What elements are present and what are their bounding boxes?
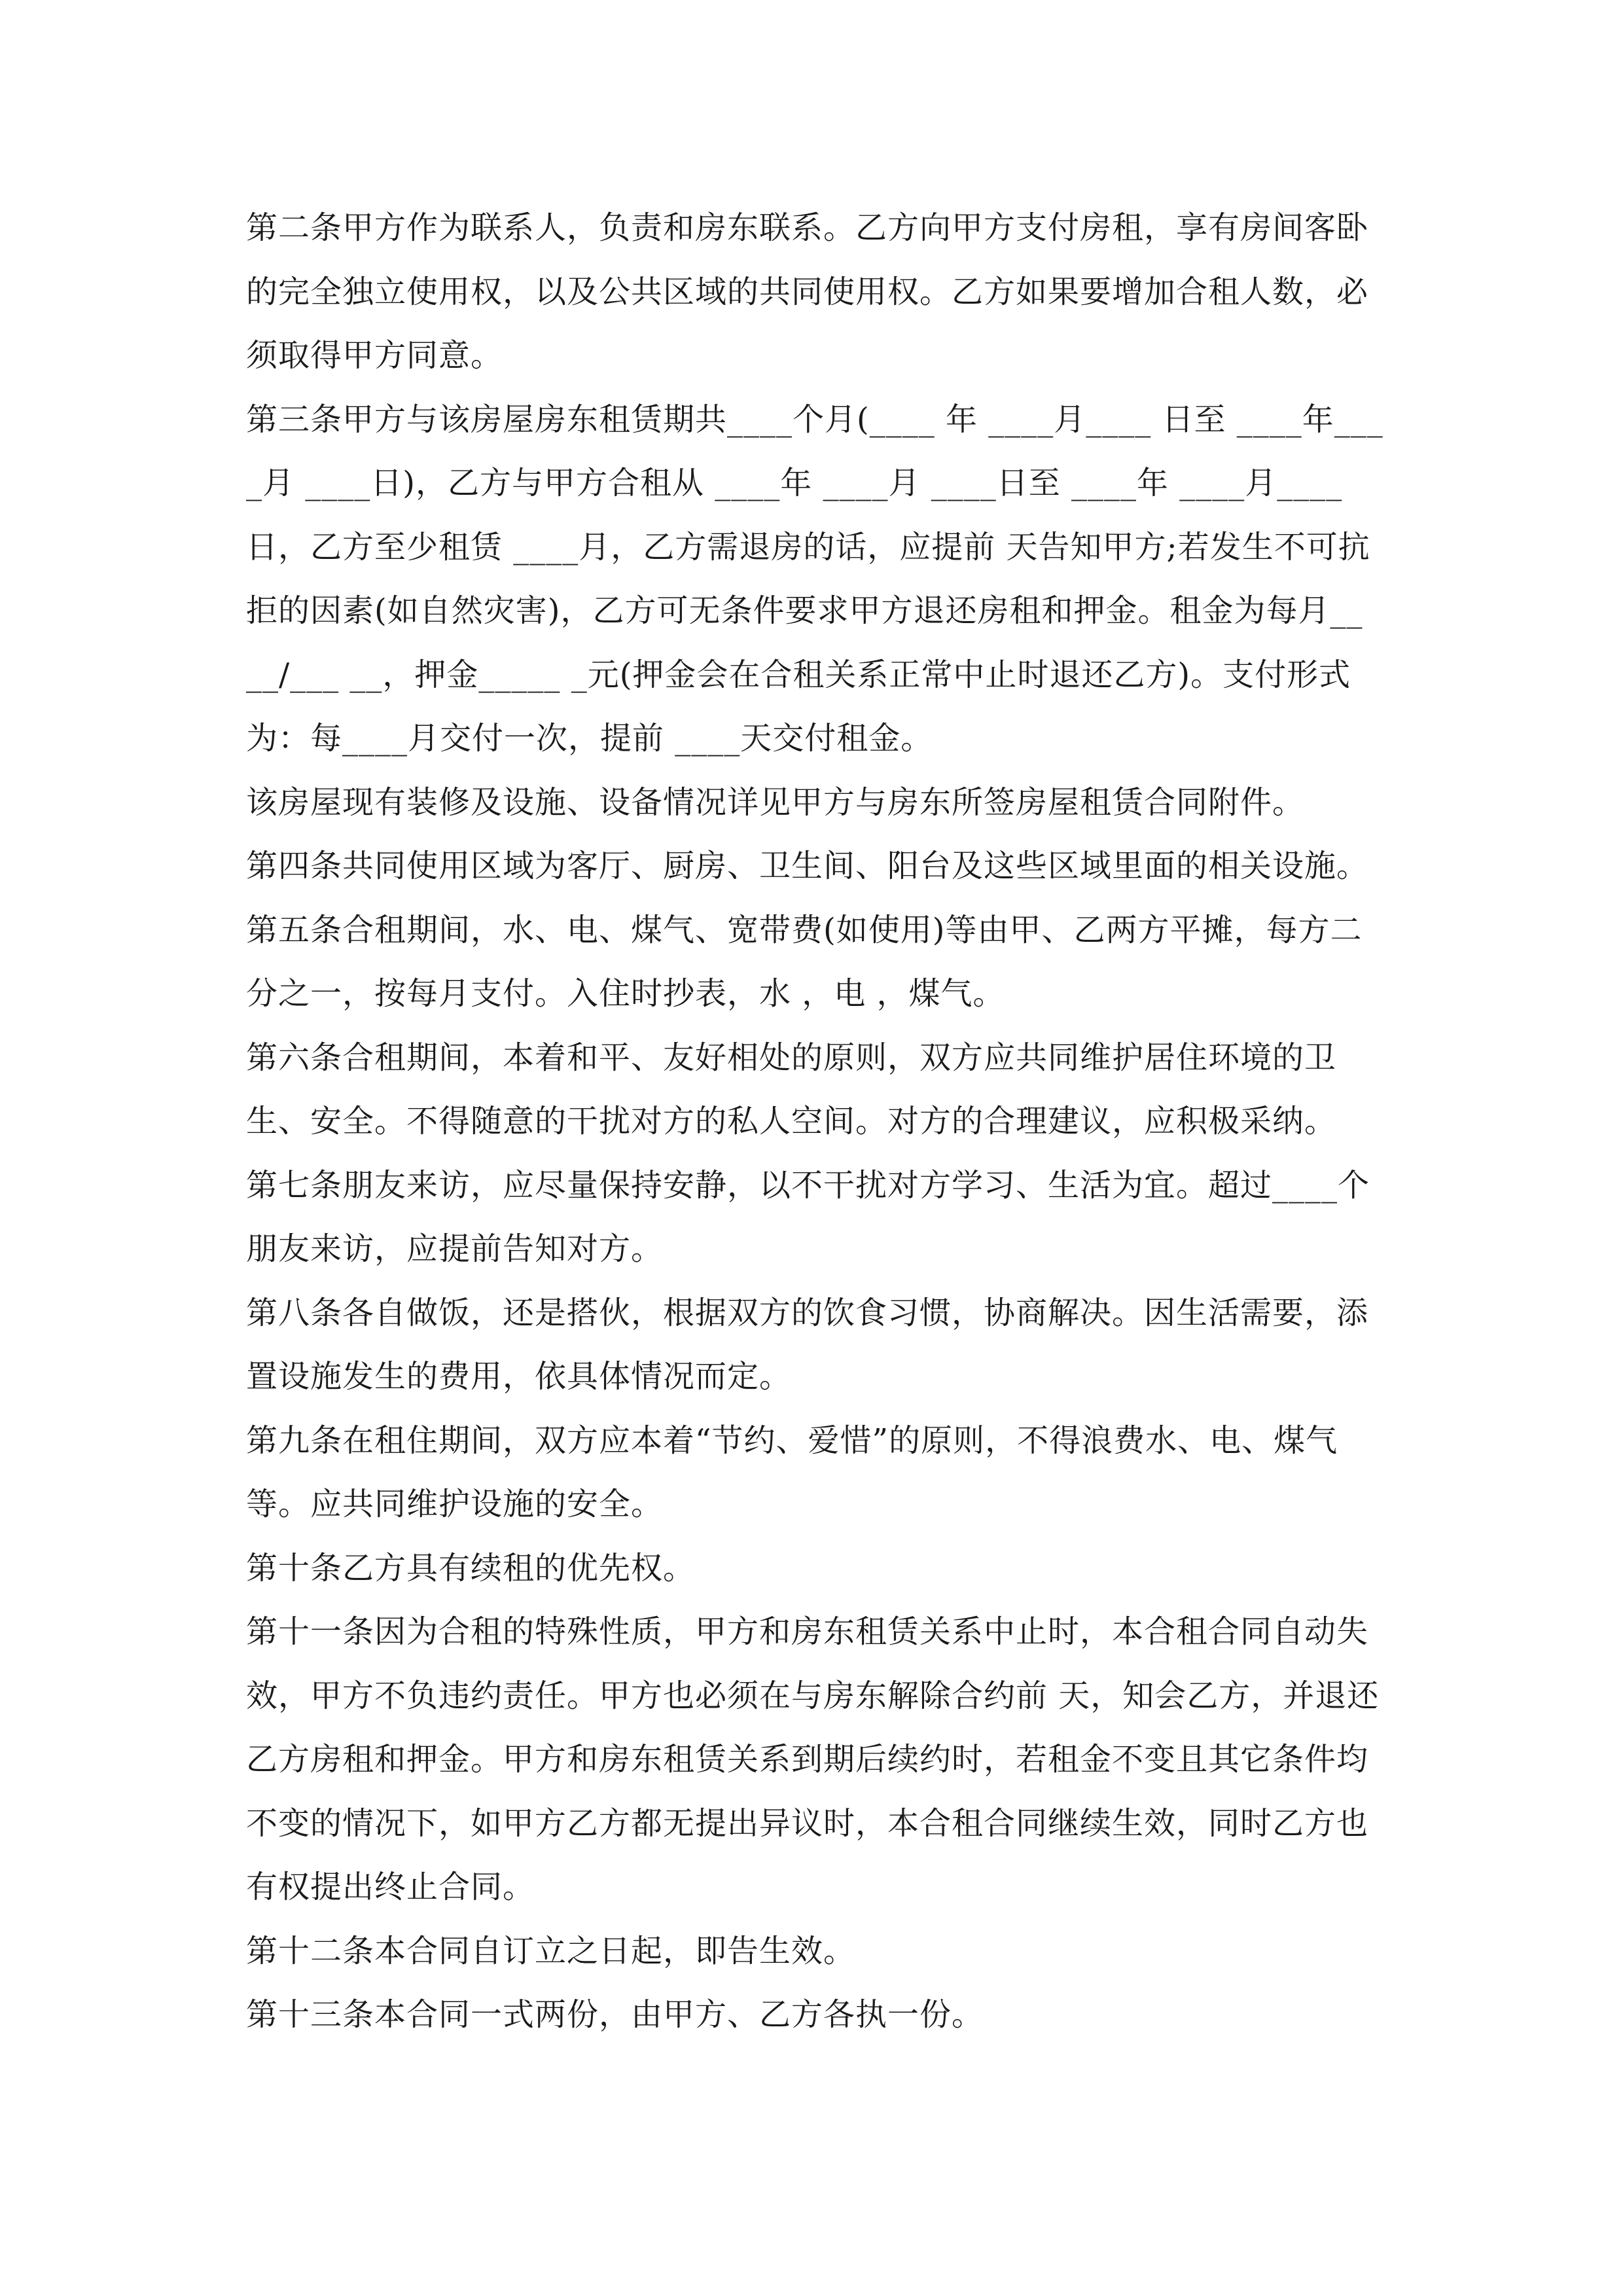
clause-13: 第十三条本合同一式两份，由甲方、乙方各执一份。 <box>246 1996 984 2033</box>
clause-11: 第十一条因为合租的特殊性质，甲方和房东租赁关系中止时，本合租合同自动失效，甲方不负违约责任。甲方也必须在与房东解除合约前 天，知会乙方，并退还乙方房租和押金。甲方和房东租赁关系到期后续约时，若租金不变且其它条件均不变的情况下，如甲方乙方都无提出异议时，本合租合同继续生效，同时乙方也有权提出终止合同。 <box>246 1613 1380 1905</box>
clause-6: 第六条合租期间，本着和平、友好相处的原则，双方应共同维护居住环境的卫生、安全。不得随意的干扰对方的私人空间。对方的合理建议，应积极采纳。 <box>246 1039 1337 1139</box>
clause-7: 第七条朋友来访，应尽量保持安静，以不干扰对方学习、生活为宜。超过____个朋友来访，应提前告知对方。 <box>246 1166 1370 1267</box>
clause-5: 第五条合租期间，水、电、煤气、宽带费(如使用)等由甲、乙两方平摊，每方二分之一，按每月支付。入住时抄表，水 ，电 ，煤气。 <box>246 911 1363 1012</box>
clause-12: 第十二条本合同自订立之日起，即告生效。 <box>246 1932 856 1969</box>
clause-3-note: 该房屋现有装修及设施、设备情况详见甲方与房东所签房屋租赁合同附件。 <box>246 783 1305 821</box>
clause-9: 第九条在租住期间，双方应本着“节约、爱惜”的原则，不得浪费水、电、煤气等。应共同维护设施的安全。 <box>246 1422 1338 1522</box>
clause-4: 第四条共同使用区域为客厅、厨房、卫生间、阳台及这些区域里面的相关设施。 <box>246 848 1369 884</box>
clause-10: 第十条乙方具有续租的优先权。 <box>246 1549 696 1587</box>
contract-body <box>246 196 1385 2047</box>
clause-2: 第二条甲方作为联系人，负责和房东联系。乙方向甲方支付房租，享有房间客卧的完全独立使用权，以及公共区域的共同使用权。乙方如果要增加合租人数，必须取得甲方同意。 <box>246 209 1369 374</box>
clause-3: 第三条甲方与该房屋房东租赁期共____个月(____ 年 ____月____ 日至 ____年____月 ____日)，乙方与甲方合租从 ____年 ____月 ____日至 ____年 ____月____ 日，乙方至少租赁 ____月，乙方需退房的话，应提前 天告知甲方;若发生不可抗拒的因素(如自然灾害)，乙方可无条件要求甲方退还房租和押金。租金为每月__ __/___ __，押金_____ _元(押金会在合租关系正常中止时退还乙方)。支付形式为：每____月交付一次，提前 ____天交付租金。 <box>246 401 1383 757</box>
clause-8: 第八条各自做饭，还是搭伙，根据双方的饮食习惯，协商解决。因生活需要，添置设施发生的费用，依具体情况而定。 <box>246 1294 1369 1395</box>
